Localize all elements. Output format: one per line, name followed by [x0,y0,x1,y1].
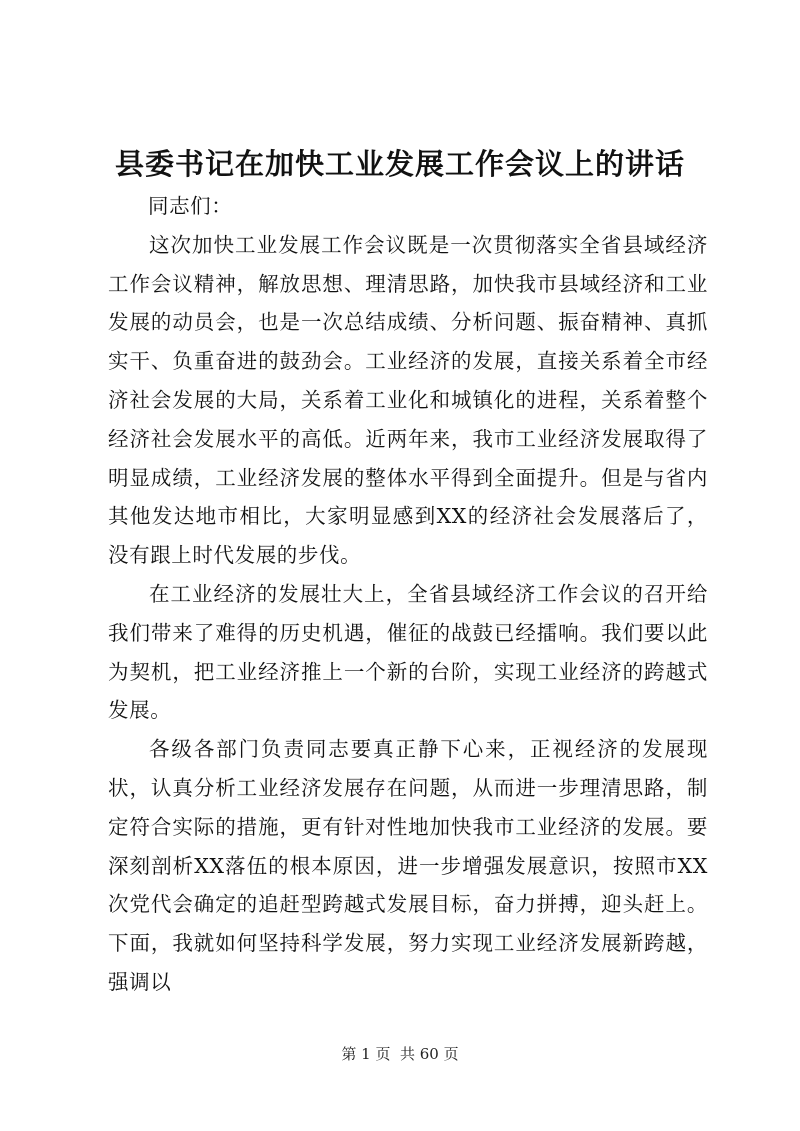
document-body [108,187,708,1002]
page-number: 第 1 页 共 60 页 [341,1045,459,1063]
salutation: 同志们： [147,194,233,218]
paragraph-2: 在工业经济的发展壮大上，全省县域经济工作会议的召开给我们带来了难得的历史机遇，催征的战鼓已经擂响。我们要以此为契机，把工业经济推上一个新的台阶，实现工业经济的跨越式发展。 [108,581,708,723]
paragraph-3: 各级各部门负责同志要真正静下心来，正视经济的发展现状，认真分析工业经济发展存在问题，从而进一步理清思路，制定符合实际的措施，更有针对性地加快我市工业经济的发展。要深刻剖析XX落伍的根本原因，进一步增强发展意识，按照市XX次党代会确定的追赶型跨越式发展目标，奋力拼搏，迎头赶上。下面，我就如何坚持科学发展，努力实现工业经济发展新跨越，强调以 [108,737,708,994]
page-footer [0,1044,800,1064]
paragraph-1: 这次加快工业发展工作会议既是一次贯彻落实全省县域经济工作会议精神，解放思想、理清思路，加快我市县域经济和工业发展的动员会，也是一次总结成绩、分析问题、振奋精神、真抓实干、负重奋进的鼓劲会。工业经济的发展，直接关系着全市经济社会发展的大局，关系着工业化和城镇化的进程，关系着整个经济社会发展水平的高低。近两年来，我市工业经济发展取得了明显成绩，工业经济发展的整体水平得到全面提升。但是与省内其他发达地市相比，大家明显感到XX的经济社会发展落后了，没有跟上时代发展的步伐。 [108,232,708,568]
page-title: 县委书记在加快工业发展工作会议上的讲话 [114,147,685,181]
